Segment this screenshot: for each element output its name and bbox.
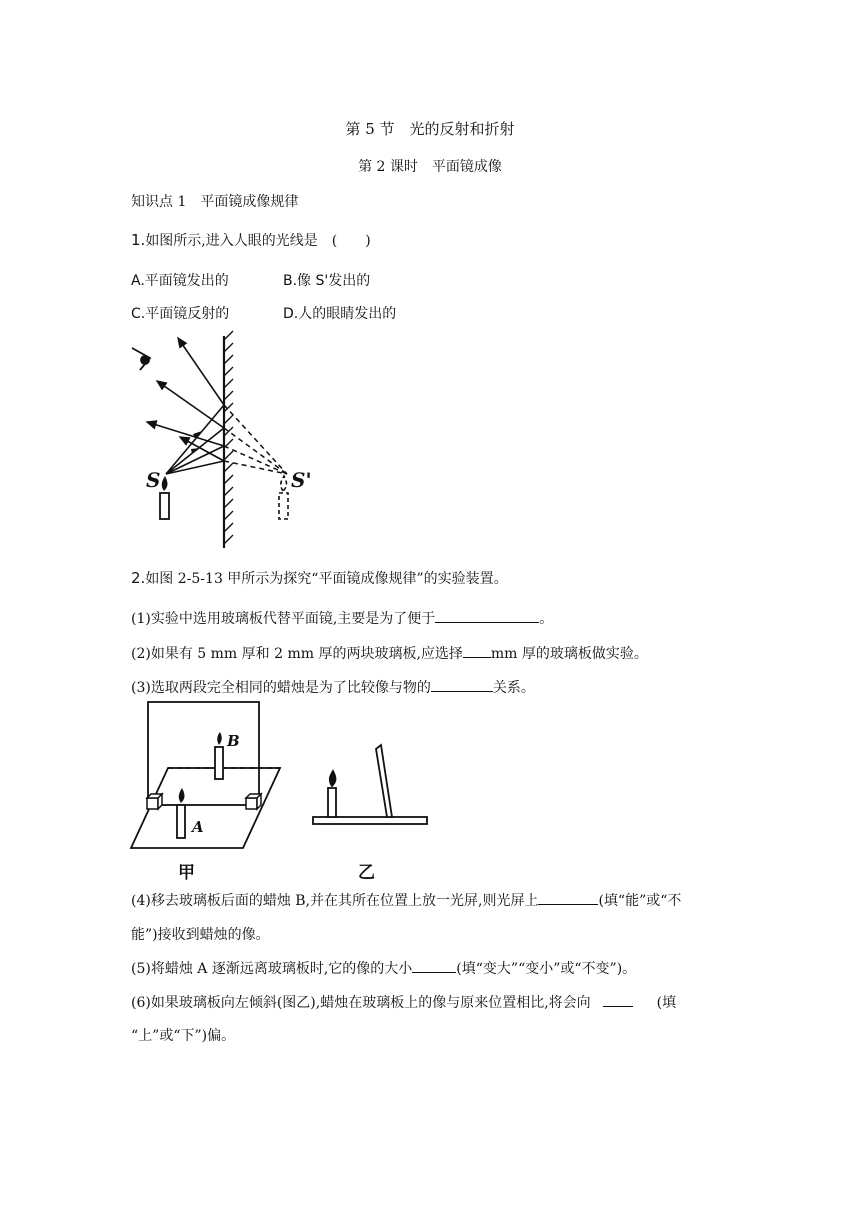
q1-option-a: A.平面镜发出的 xyxy=(131,273,229,289)
candle-image-icon xyxy=(279,476,288,519)
eye-icon xyxy=(132,348,150,370)
q2-part3-text: (3)选取两段完全相同的蜡烛是为了比较像与物的 xyxy=(131,680,431,696)
candle-a-label: A xyxy=(192,818,204,836)
q2-part1 xyxy=(131,608,553,628)
q2-part6 xyxy=(131,992,676,1012)
q2-part2 xyxy=(131,643,648,663)
q2-part1-text: (1)实验中选用玻璃板代替平面镜,主要是为了便于 xyxy=(131,611,436,627)
q1-text: 如图所示,进入人眼的光线是 ( ) xyxy=(145,233,371,249)
q2-part6-line2: “上”或“下”)偏。 xyxy=(131,1028,236,1044)
q2-part4 xyxy=(131,890,681,910)
q2-part5-end: (填“变大”“变小”或“不变”)。 xyxy=(456,961,637,977)
q2-part4-blank[interactable] xyxy=(538,890,598,905)
table-icon xyxy=(131,768,280,848)
q2-part2-text: (2)如果有 5 mm 厚和 2 mm 厚的两块玻璃板,应选择 xyxy=(131,646,463,662)
q2-part1-blank[interactable] xyxy=(435,608,539,623)
q2-part6-blank[interactable] xyxy=(603,992,633,1007)
glass-plate-icon xyxy=(148,702,259,805)
q2-part2-end: mm 厚的玻璃板做实验。 xyxy=(490,646,648,662)
candle-a-icon xyxy=(177,788,185,838)
q2-part5 xyxy=(131,958,636,978)
figure-yi-caption: 乙 xyxy=(358,863,375,883)
q2-part6-text: (6)如果玻璃板向左倾斜(图乙),蜡烛在玻璃板上的像与原来位置相比,将会向 xyxy=(131,995,591,1011)
q2-part3-end: 关系。 xyxy=(492,680,535,696)
candle-icon xyxy=(160,476,169,519)
q2-part6-end: (填 xyxy=(656,995,677,1011)
lesson-title: 第 2 课时 平面镜成像 xyxy=(358,159,502,175)
q2-part5-text: (5)将蜡烛 A 逐渐远离玻璃板时,它的像的大小 xyxy=(131,961,413,977)
q1-stem xyxy=(131,230,371,250)
figure-jia-caption: 甲 xyxy=(178,863,195,883)
knowledge-point-heading: 知识点 1 平面镜成像规律 xyxy=(131,194,299,210)
q2-part5-blank[interactable] xyxy=(412,958,456,973)
mirror-icon xyxy=(224,331,233,548)
q2-part1-end: 。 xyxy=(539,611,554,627)
q1-option-c: C.平面镜反射的 xyxy=(131,306,230,322)
q2-part2-blank[interactable] xyxy=(463,643,491,658)
q2-part4-line2: 能”)接收到蜡烛的像。 xyxy=(131,927,270,943)
tilted-plate-setup-icon xyxy=(313,745,427,824)
image-label: S' xyxy=(291,468,312,492)
candle-b-label: B xyxy=(227,732,240,750)
q2-text: 如图 2-5-13 甲所示为探究“平面镜成像规律”的实验装置。 xyxy=(145,571,508,587)
q1-option-d: D.人的眼睛发出的 xyxy=(283,306,397,322)
q1-number: 1. xyxy=(131,231,146,249)
section-title: 第 5 节 光的反射和折射 xyxy=(345,120,515,138)
q2-number: 2. xyxy=(131,569,146,587)
q2-stem xyxy=(131,568,508,588)
q2-part4-text: (4)移去玻璃板后面的蜡烛 B,并在其所在位置上放一光屏,则光屏上 xyxy=(131,893,539,909)
source-label: S xyxy=(146,468,161,492)
q1-option-b: B.像 S'发出的 xyxy=(283,273,371,289)
q2-part3 xyxy=(131,677,535,697)
q2-part3-blank[interactable] xyxy=(431,677,493,692)
q2-part4-end: (填“能”或“不 xyxy=(598,893,682,909)
candle-b-icon xyxy=(215,732,223,779)
